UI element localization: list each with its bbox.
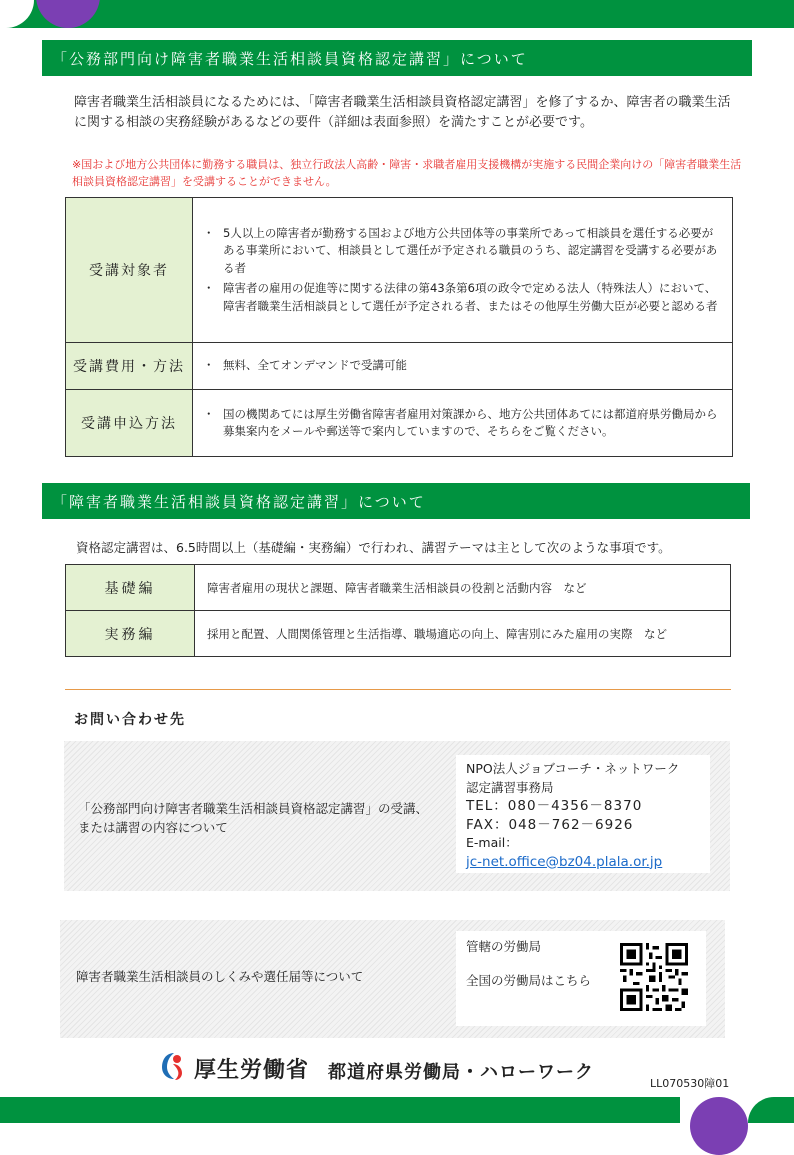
row-label-practical: 実務編 (66, 611, 195, 657)
labor-bureau-link[interactable]: 全国の労働局はこちら (466, 973, 592, 988)
ministry-name: 厚生労働省 (194, 1058, 310, 1083)
contact-email-label: E-mail： (466, 835, 518, 850)
table-row (66, 198, 733, 343)
ministry-logo-icon (158, 1050, 188, 1082)
row-label-target: 受講対象者 (66, 198, 193, 343)
contact-office: 認定講習事務局 (466, 779, 554, 795)
row-content-cost (193, 343, 733, 390)
top-decor-bar (0, 0, 794, 28)
table-row (66, 611, 731, 657)
row-content-target (193, 198, 733, 343)
row-content-practical: 採用と配置、人間関係管理と生活指導、職場適応の向上、障害別にみた雇用の実際 など (195, 611, 731, 657)
table-row (66, 390, 733, 457)
contact-card-course-content (466, 760, 706, 871)
ministry-sub: 都道府県労働局・ハローワーク (328, 1062, 594, 1083)
section2-intro: 資格認定講習は、6.5時間以上（基礎編・実務編）で行われ、講習テーマは主として次のような事項です。 (76, 540, 671, 555)
section1-header (42, 40, 752, 76)
list-item: ・ 無料、全てオンデマンドで受講可能 (203, 357, 724, 375)
section2-header (42, 483, 750, 519)
row-content-basic: 障害者雇用の現状と課題、障害者職業生活相談員の役割と活動内容 など (195, 565, 731, 611)
contact-box-course-text: 「公務部門向け障害者職業生活相談員資格認定講習」の受講、または講習の内容について (78, 801, 429, 835)
course-info-table (65, 197, 733, 457)
row-label-cost: 受講費用・方法 (66, 343, 193, 390)
row-content-application (193, 390, 733, 457)
table-row (66, 565, 731, 611)
contact-box-system-text: 障害者職業生活相談員のしくみや選任届等について (76, 969, 364, 984)
table-row (66, 343, 733, 390)
document-code: LL070530障01 (650, 1077, 730, 1090)
list-item: ・ 国の機関あてには厚生労働省障害者雇用対策課から、地方公共団体あてには都道府県労働局から募集案内をメールや郵送等で案内していますので、そちらをご覧ください。 (203, 406, 724, 441)
labor-bureau-title: 管轄の労働局 (466, 939, 542, 954)
course-content-table (65, 564, 731, 657)
list-item: ・ 5人以上の障害者が勤務する国および地方公共団体等の事業所であって相談員を選任する必要がある事業所において、相談員として選任が予定される職員のうち、認定講習を受講する必要がある者 (203, 225, 724, 278)
row-label-basic: 基礎編 (66, 565, 195, 611)
bottom-decor-circle (690, 1097, 748, 1155)
contact-tel: TEL：080－4356－8370 (466, 798, 643, 814)
contact-title: お問い合わせ先 (74, 712, 186, 728)
contact-org: NPO法人ジョブコーチ・ネットワーク (466, 761, 680, 776)
section1-intro: 障害者職業生活相談員になるためには、「障害者職業生活相談員資格認定講習」を修了するか、障害者の職業生活に関する相談の実務経験があるなどの要件（詳細は表面参照）を満たすことが必要です。 (74, 95, 731, 130)
divider (65, 689, 731, 690)
contact-email-link[interactable]: jc-net.office@bz04.plala.or.jp (466, 853, 663, 870)
contact-fax: FAX：048－762－6926 (466, 816, 634, 833)
qr-code-icon[interactable] (620, 943, 688, 1011)
section1-title: 「公務部門向け障害者職業生活相談員資格認定講習」について (52, 49, 528, 68)
row-label-application: 受講申込方法 (66, 390, 193, 457)
section1-note: ※国および地方公共団体に勤務する職員は、独立行政法人高齢・障害・求職者雇用支援機構が実施する民間企業向けの「障害者職業生活相談員資格認定講習」を受講することができません。 (72, 158, 742, 188)
bottom-decor-bar (0, 1097, 794, 1123)
section2-title: 「障害者職業生活相談員資格認定講習」について (52, 492, 426, 511)
list-item: ・ 障害者の雇用の促進等に関する法律の第43条第6項の政令で定める法人（特殊法人）において、障害者職業生活相談員として選任が予定される者、またはその他厚生労働大臣が必要と認める者 (203, 280, 724, 315)
